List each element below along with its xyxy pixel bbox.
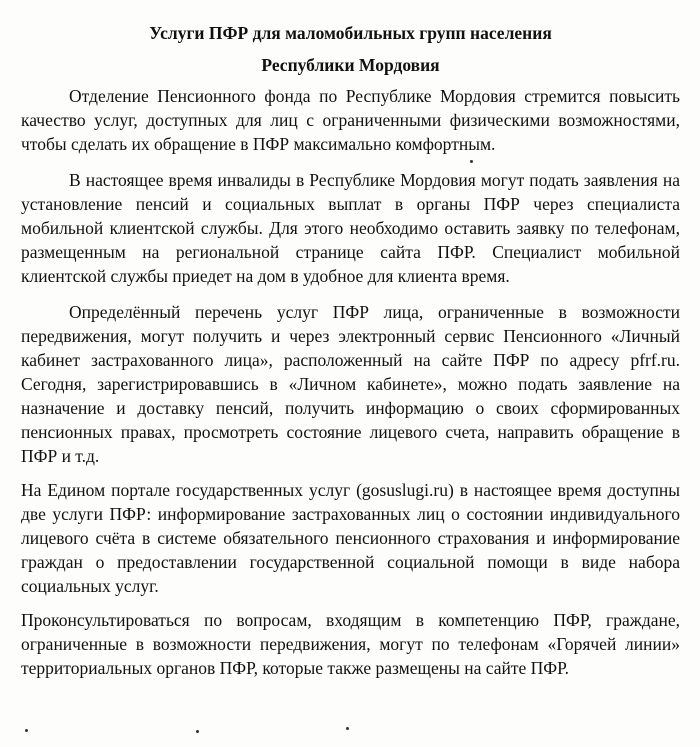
document-title-line-1: Услуги ПФР для маломобильных групп населения [149,23,552,43]
scan-speck [25,729,28,732]
paragraph-2: В настоящее время инвалиды в Республике Мордовия могут подать заявления на установление пенсий и социальных выплат в органы ПФР через специалиста мобильной клиентской службы. Для этого необходимо оставить заявку по телефонам, размещенным на региональной странице сайта ПФР. Специалист мобильной клиентской службы приедет на дом в удобное для клиента время. [21,170,680,286]
paragraph-4: На Едином портале государственных услуг (gosuslugi.ru) в настоящее время доступны две услуги ПФР: информирование застрахованных лиц о состоянии индивидуального лицевого счёта в системе обязательного пенсионного страхования и информирование граждан о предоставлении государственной социальной помощи в виде набора социальных услуг. [21,480,680,596]
scan-speck [470,160,473,163]
paragraph-1: Отделение Пенсионного фонда по Республике Мордовия стремится повысить качество услуг, доступных для лиц с ограниченными физическими возможностями, чтобы сделать их обращение в ПФР максимально комфортным. [21,86,680,154]
scan-speck [346,727,349,730]
scan-speck [196,730,199,733]
document-title-line-2: Республики Мордовия [261,55,440,75]
document-body [21,16,680,680]
paragraph-5: Проконсультироваться по вопросам, входящим в компетенцию ПФР, граждане, ограниченные в возможности передвижения, могут по телефонам «Горячей линии» территориальных органов ПФР, которые также размещены на сайте ПФР. [21,610,680,678]
paragraph-3: Определённый перечень услуг ПФР лица, ограниченные в возможности передвижения, могут получить и через электронный сервис Пенсионного «Личный кабинет застрахованного лица», расположенный на сайте ПФР по адресу pfrf.ru. Сегодня, зарегистрировавшись в «Личном кабинете», можно подать заявление на назначение и доставку пенсий, получить информацию о своих сформированных пенсионных правах, просмотреть состояние лицевого счета, направить обращение в ПФР и т.д. [21,302,680,466]
